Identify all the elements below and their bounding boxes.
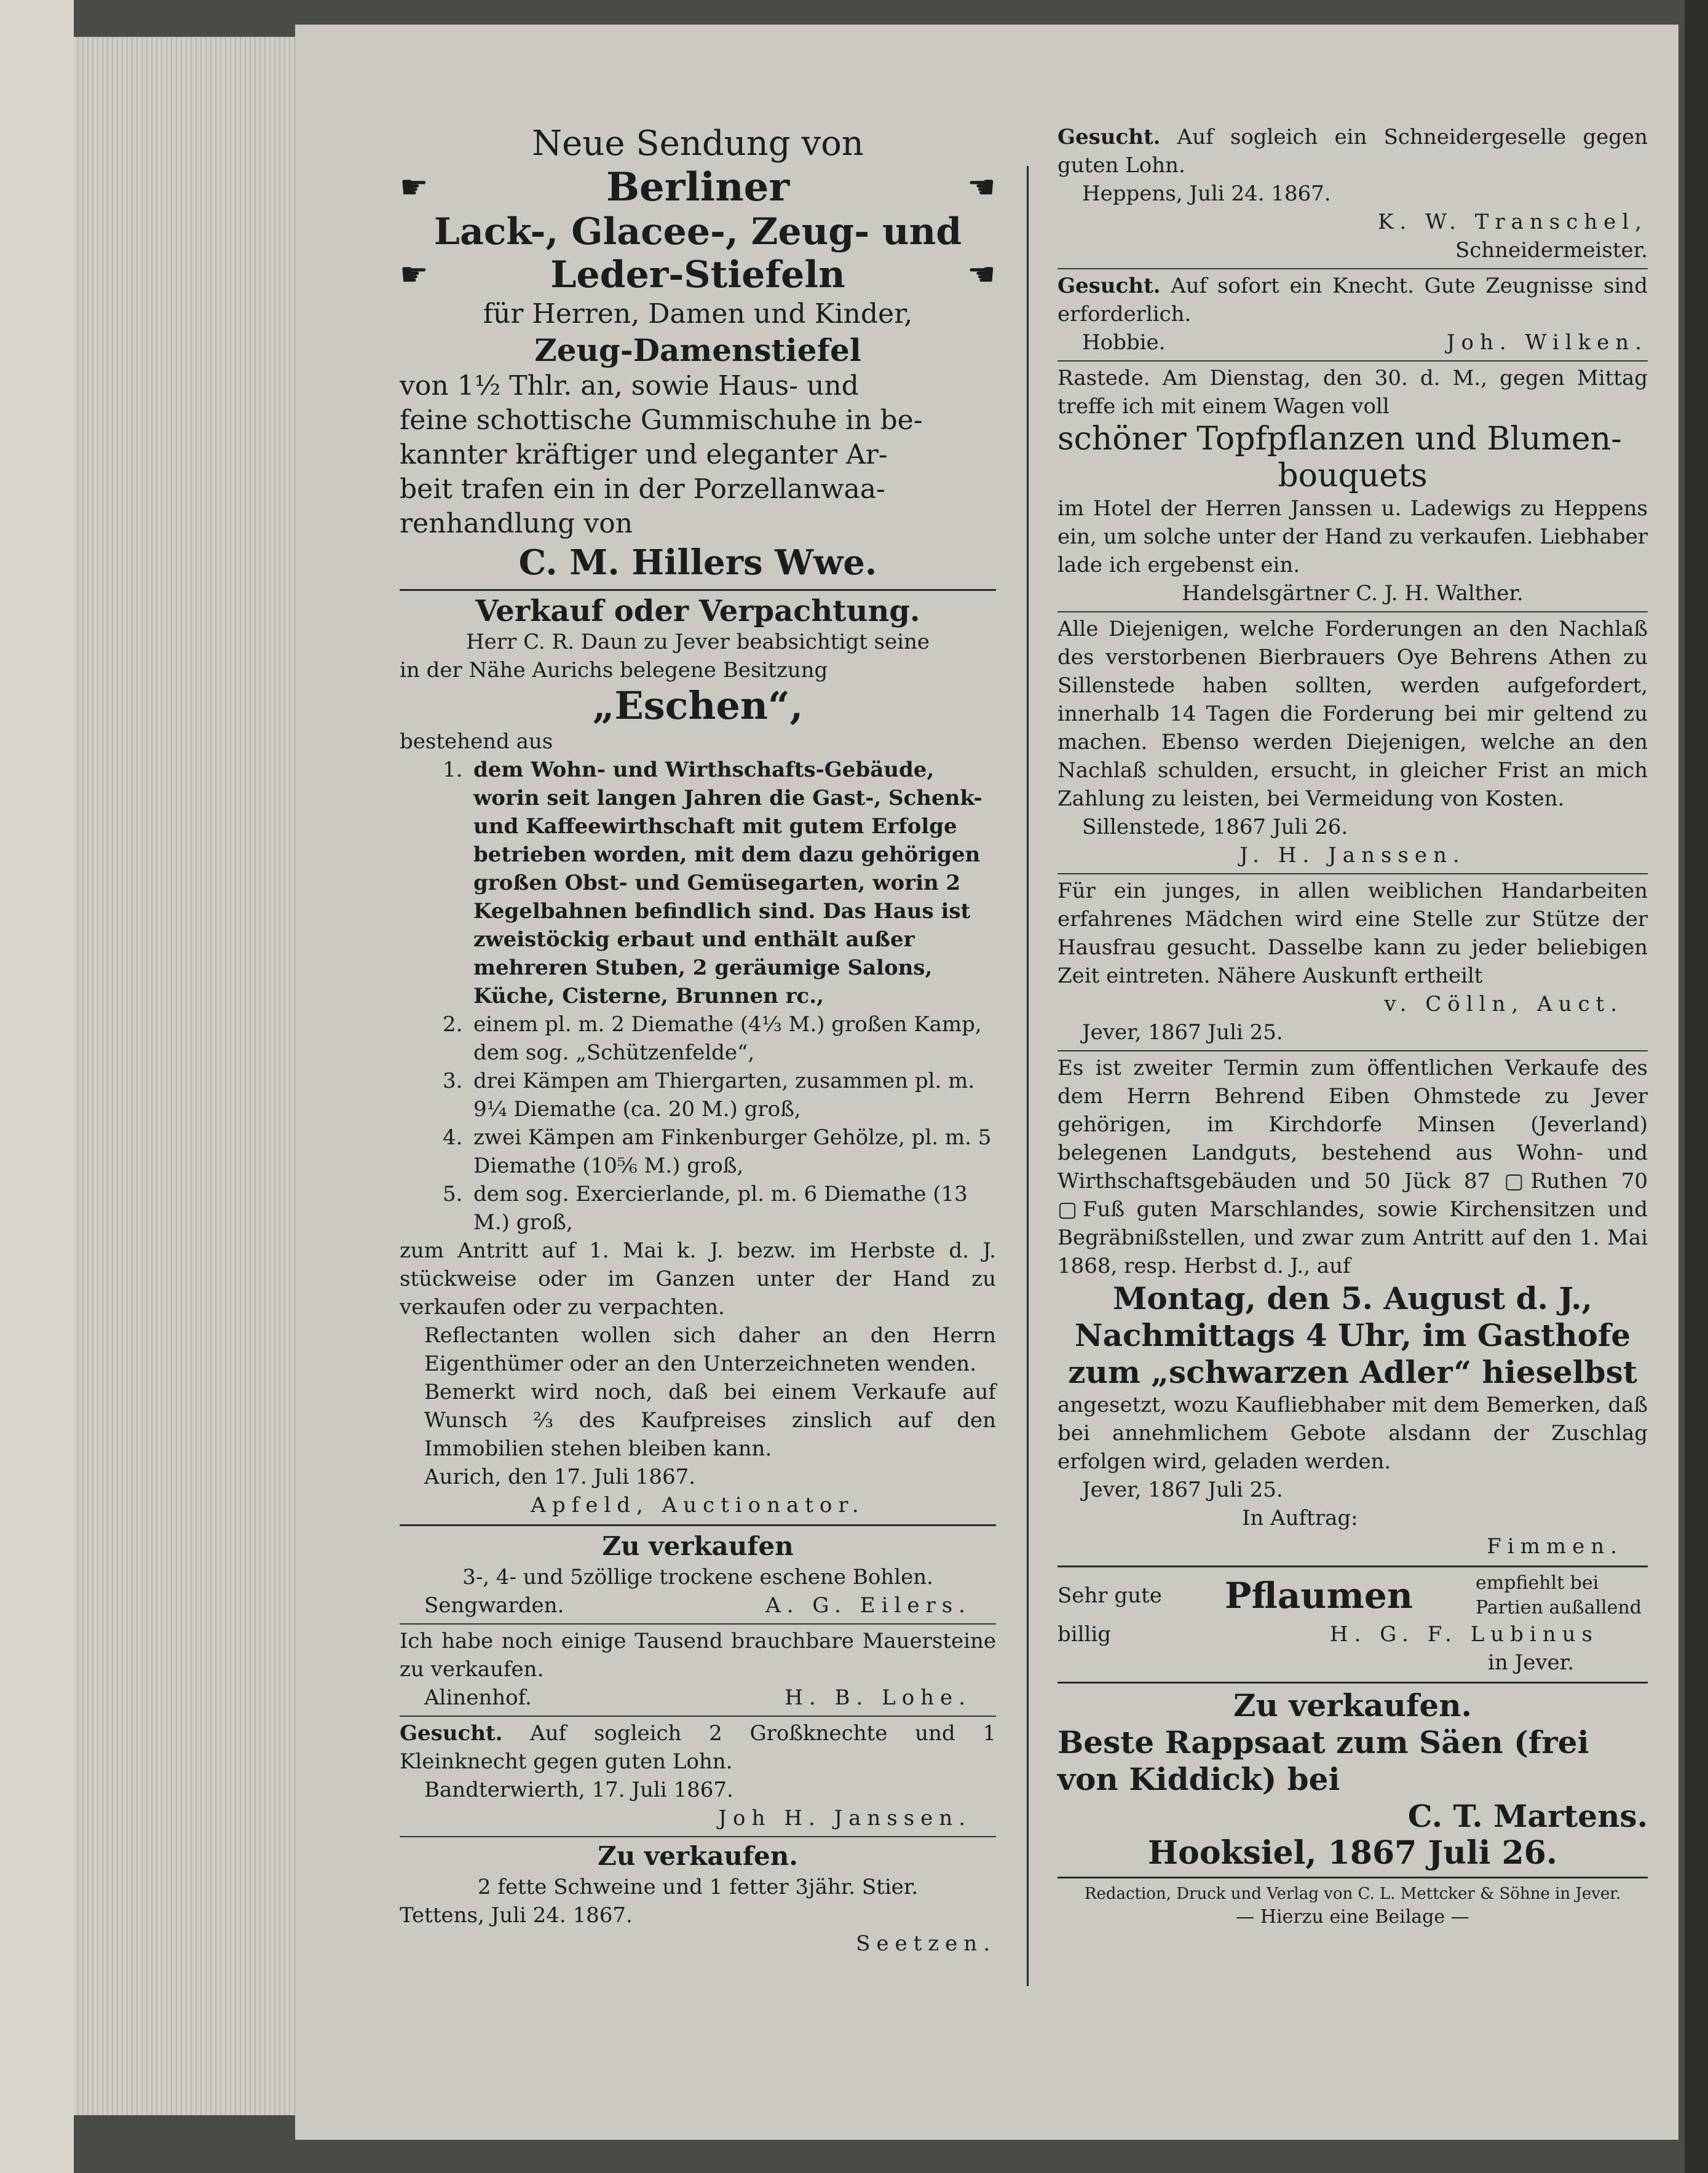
planks-signer: A. G. Eilers. — [765, 1593, 971, 1618]
ad-text-line: renhandlung von — [400, 508, 633, 539]
right-edge — [1685, 0, 1708, 2173]
rapeseed-ad — [1058, 1687, 1648, 1872]
estate-items — [400, 756, 996, 1237]
farmhands-place-date: Bandterwierth, 17. Juli 1867. — [424, 1778, 733, 1802]
plants-signer: Handelsgärtner C. J. H. Walther. — [1182, 581, 1524, 606]
planks-text: 3-, 4- und 5zöllige trockene eschene Bohlen. — [462, 1565, 933, 1589]
estate-claims-notice — [1058, 615, 1648, 869]
column-divider — [1027, 166, 1029, 1986]
sale-signer: Apfeld, Auctionator. — [531, 1493, 865, 1518]
servant-place: Hobbie. — [1082, 330, 1166, 355]
divider — [1058, 1682, 1648, 1684]
stones-place: Alinenhof. — [424, 1685, 532, 1710]
book-page-edges — [74, 37, 307, 2115]
list-item: 2. einem pl. m. 2 Diemathe (4⅓ M.) großen Kamp, dem sog. „Schützenfelde“, — [443, 1012, 982, 1065]
pointing-hand-icon: ☛ — [967, 256, 996, 293]
servant-signer: Joh. Wilken. — [1446, 330, 1648, 355]
tailor-signer: K. W. Transchel, — [1378, 210, 1648, 234]
estate-claims-place-date: Sillenstede, 1867 Juli 26. — [1082, 815, 1348, 839]
plants-big-2: bouquets — [1278, 457, 1428, 494]
divider — [400, 1836, 996, 1837]
rapeseed-place-date: Hooksiel, 1867 Juli 26. — [1148, 1834, 1557, 1872]
divider — [1058, 1565, 1648, 1567]
tailor-notice — [1058, 123, 1648, 264]
girl-text: Für ein junges, in allen weiblichen Handarbeiten erfahrenes Mädchen wird eine Stelle zur Stütze der Hausfrau gesucht. Dasselbe kann zu jeder beliebigen Zeit eintreten. Nähere Auskunft ertheilt — [1058, 879, 1648, 988]
pointing-hand-icon: ☛ — [967, 169, 996, 206]
plums-post: empfiehlt bei Partien außallend — [1476, 1572, 1642, 1618]
stones-notice — [400, 1627, 996, 1712]
ad-for: für Herren, Damen und Kinder, — [483, 298, 913, 330]
pointing-hand-icon: ☛ — [400, 256, 429, 293]
divider — [1058, 873, 1648, 874]
pigs-notice — [400, 1840, 996, 1958]
auction-text: Es ist zweiter Termin zum öffentlichen Verkaufe des dem Herrn Behrend Eiben Ohmstede zu Jever gehörigen, im Kirchdorfe Minsen (Jeverland) belegenen Landguts, bestehend aus Wohn- und Wirthschaftsgebäuden und 50 Jück 87 ▢Ruthen 70 ▢Fuß guten Marschlandes, sowie Kirchensitzen und Begräbnißstellen, und zwar zum Antritt auf den 1. Mai 1868, resp. Herbst d. J., auf — [1058, 1056, 1648, 1278]
farmhands-notice — [400, 1719, 996, 1832]
estate-claims-signer: J. H. Janssen. — [1239, 843, 1466, 868]
rapeseed-text-2: von Kiddick) bei — [1058, 1761, 1340, 1797]
sale-heading: Verkauf oder Verpachtung. — [475, 594, 920, 628]
sale-reflect: Reflectanten wollen sich daher an den Herrn Eigenthümer oder an den Unterzeichneten wenden. — [424, 1323, 996, 1376]
divider — [400, 589, 996, 591]
sale-terms: zum Antritt auf 1. Mai k. J. bezw. im Herbste d. J. stückweise oder im Ganzen unter der Hand zu verkaufen oder zu verpachten. — [400, 1238, 996, 1320]
stones-signer: H. B. Lohe. — [785, 1685, 971, 1710]
girl-signer: v. Cölln, Auct. — [1384, 992, 1623, 1016]
auction-order: In Auftrag: — [1242, 1506, 1358, 1530]
list-item: 3. drei Kämpen am Thiergarten, zusammen pl. m. 9¼ Diemathe (ca. 20 M.) groß, — [443, 1069, 975, 1122]
auction-place-date: Jever, 1867 Juli 25. — [1082, 1478, 1283, 1502]
estate-claims-text: Alle Diejenigen, welche Forderungen an den Nachlaß des verstorbenen Bierbrauers Oye Behrens Athen zu Sillenstede haben sollten, werden aufgefordert, innerhalb 14 Tagen die Forderung bei mir geltend zu machen. Ebenso werden Diejenigen, welche an den Nachlaß schulden, ersucht, in gleicher Frist an mich Zahlung zu leisten, bei Vermeidung von Kosten. — [1058, 617, 1648, 811]
ad-brand: Berliner — [606, 164, 790, 210]
list-item: 1. dem Wohn- und Wirthschafts-Gebäude, worin seit langen Jahren die Gast-, Schenk- und Kaffeewirthschaft mit gutem Erfolge betrieben worden, mit dem dazu gehörigen großen Obst- und Gemüsegarten, worin 2 Kegelbahnen befindlich sind. Das Haus ist zweistöckig erbaut und enthält außer mehreren Stuben, 2 geräumige Salons, Küche, Cisterne, Brunnen rc., — [443, 758, 982, 1008]
background-edge — [0, 0, 74, 2173]
plums-post-2: billig — [1058, 1622, 1112, 1647]
plants-intro: Rastede. Am Dienstag, den 30. d. M., gegen Mittag treffe ich mit einem Wagen voll — [1058, 366, 1648, 419]
ad-products-2: Leder-Stiefeln — [550, 253, 845, 296]
farmhands-signer: Joh H. Janssen. — [718, 1806, 971, 1831]
pigs-heading: Zu verkaufen. — [598, 1841, 798, 1871]
plants-big: schöner Topfpflanzen und Blumen- — [1058, 421, 1622, 457]
servant-label: Gesucht. — [1058, 274, 1161, 298]
ad-text-line: kannter kräftiger und eleganter Ar- — [400, 439, 888, 470]
divider — [400, 1716, 996, 1717]
planks-place: Sengwarden. — [424, 1593, 564, 1618]
sale-or-lease-notice — [400, 595, 996, 1519]
stones-text: Ich habe noch einige Tausend brauchbare Mauersteine zu verkaufen. — [400, 1629, 996, 1682]
planks-notice — [400, 1530, 996, 1620]
plants-text: im Hotel der Herren Janssen u. Ladewigs zu Heppens ein, um solche unter der Hand zu verkaufen. Liebhaber lade ich ergebenst ein. — [1058, 496, 1648, 577]
pointing-hand-icon: ☛ — [400, 169, 429, 206]
rapeseed-heading: Zu verkaufen. — [1233, 1687, 1472, 1724]
plums-big: Pflaumen — [1224, 1575, 1413, 1617]
farmhands-text: Auf sogleich 2 Großknechte und 1 Kleinknecht gegen guten Lohn. — [400, 1721, 996, 1774]
tailor-signer-title: Schneidermeister. — [1455, 238, 1648, 263]
tailor-label: Gesucht. — [1058, 125, 1161, 149]
sale-intro-2: in der Nähe Aurichs belegene Besitzung — [400, 658, 828, 683]
sale-intro: Herr C. R. Daun zu Jever beabsichtigt seine — [465, 630, 930, 654]
tailor-text: Auf sogleich ein Schneidergeselle gegen guten Lohn. — [1058, 125, 1648, 178]
plants-notice — [1058, 364, 1648, 608]
auction-date: Montag, den 5. August d. J., — [1113, 1280, 1592, 1316]
ad-text-line: feine schottische Gummischuhe in be- — [400, 405, 923, 436]
divider — [1058, 268, 1648, 269]
ad-ladies-boots: Zeug-Damenstiefel — [534, 332, 861, 368]
sale-note: Bemerkt wird noch, daß bei einem Verkaufe auf Wunsch ⅔ des Kaufpreises zinslich auf den Immobilien stehen bleiben kann. — [424, 1380, 996, 1461]
ad-text-line: beit trafen ein in der Porzellanwaa- — [400, 473, 885, 505]
auction-notice — [1058, 1054, 1648, 1561]
rapeseed-signer: C. T. Martens. — [1407, 1798, 1648, 1834]
pigs-text: 2 fette Schweine und 1 fetter 3jähr. Stier. — [477, 1875, 919, 1899]
auction-signer: Fimmen. — [1487, 1534, 1623, 1559]
shoe-advertisement — [400, 123, 996, 584]
pigs-signer: Seetzen. — [856, 1931, 996, 1956]
sale-consisting: bestehend aus — [400, 729, 553, 754]
servant-notice — [1058, 272, 1648, 357]
girl-position-notice — [1058, 877, 1648, 1047]
sale-place-date: Aurich, den 17. Juli 1867. — [424, 1465, 696, 1489]
plums-signer-place: in Jever. — [1488, 1650, 1574, 1675]
divider — [400, 1623, 996, 1625]
plums-pre: Sehr gute — [1058, 1583, 1162, 1608]
right-column — [1058, 123, 1648, 1929]
left-column — [400, 123, 996, 1958]
supplement-note: — Hierzu eine Beilage — — [1236, 1906, 1469, 1928]
divider — [1058, 360, 1648, 362]
ad-text-line: von 1½ Thlr. an, sowie Haus- und — [400, 370, 859, 402]
list-item: 5. dem sog. Exercierlande, pl. m. 6 Diemathe (13 M.) groß, — [443, 1182, 968, 1235]
tailor-place-date: Heppens, Juli 24. 1867. — [1082, 181, 1331, 206]
ad-products: Lack-, Glacee-, Zeug- und — [433, 210, 962, 253]
ad-signature: C. M. Hillers Wwe. — [518, 542, 877, 583]
divider — [1058, 1050, 1648, 1051]
planks-heading: Zu verkaufen — [602, 1531, 794, 1561]
girl-place-date: Jever, 1867 Juli 25. — [1082, 1020, 1283, 1045]
divider — [1058, 611, 1648, 612]
estate-name: „Eschen“, — [592, 683, 804, 728]
divider — [1058, 1877, 1648, 1878]
servant-text: Auf sofort ein Knecht. Gute Zeugnisse sind erforderlich. — [1058, 274, 1648, 327]
rapeseed-text: Beste Rappsaat zum Säen (frei — [1058, 1724, 1589, 1760]
plums-ad — [1058, 1571, 1648, 1677]
auction-text-2: angesetzt, wozu Kaufliebhaber mit dem Bemerken, daß bei annehmlichem Gebote alsdann der Zuschlag erfolgen wird, geladen werden. — [1058, 1393, 1648, 1474]
auction-venue: zum „schwarzen Adler“ hieselbst — [1068, 1354, 1637, 1390]
ad-intro: Neue Sendung von — [532, 124, 864, 164]
imprint: Redaction, Druck und Verlag von C. L. Mettcker & Söhne in Jever. — [1084, 1885, 1621, 1903]
plums-signer: H. G. F. Lubinus — [1329, 1622, 1599, 1647]
auction-time: Nachmittags 4 Uhr, im Gasthofe — [1074, 1317, 1631, 1353]
divider — [400, 1524, 996, 1526]
list-item: 4. zwei Kämpen am Finkenburger Gehölze, pl. m. 5 Diemathe (10⅚ M.) groß, — [443, 1125, 992, 1178]
farmhands-label: Gesucht. — [400, 1721, 503, 1746]
imprint-footer — [1058, 1882, 1648, 1929]
pigs-place-date: Tettens, Juli 24. 1867. — [400, 1903, 633, 1928]
